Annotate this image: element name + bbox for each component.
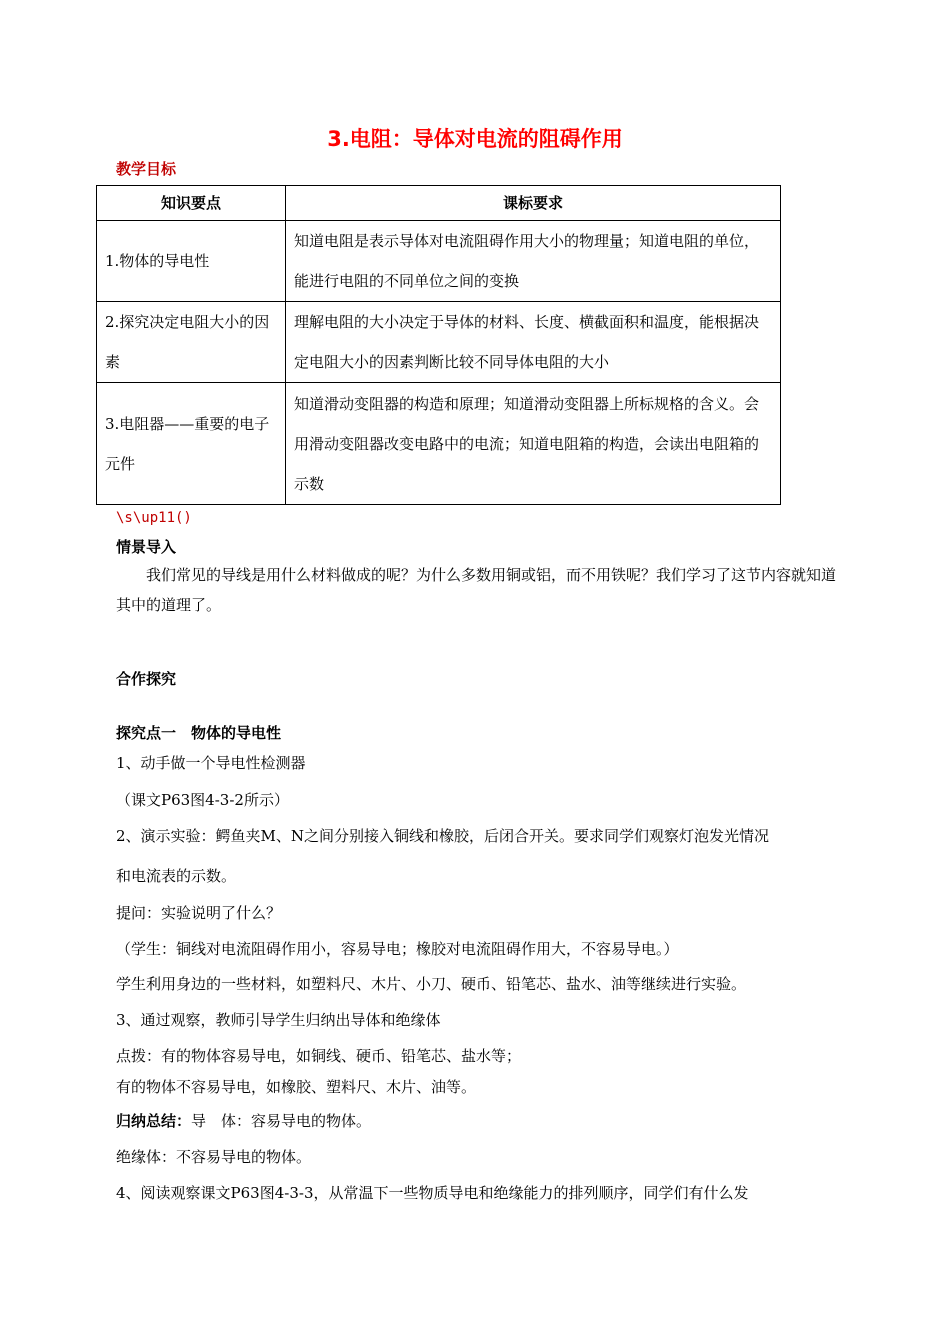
- page-title: 3.电阻：导体对电流的阻碍作用: [327, 127, 623, 151]
- goals-table: [96, 185, 781, 505]
- requirement-cell: 知道滑动变阻器的构造和原理；知道滑动变阻器上所标规格的含义。会用滑动变阻器改变电路中的电流；知道电阻箱的构造，会读出电阻箱的示数: [286, 383, 781, 505]
- list-item: 2、演示实验：鳄鱼夹M、N之间分别接入铜线和橡胶，后闭合开关。要求同学们观察灯泡发光情况: [116, 827, 770, 845]
- table-header-row: [97, 186, 781, 221]
- summary-conductor: 导 体：容易导电的物体。: [191, 1112, 372, 1130]
- table-row: [97, 302, 781, 383]
- list-item: 提问：实验说明了什么？: [116, 904, 282, 922]
- list-item: （课文P63图4-3-2所示）: [116, 791, 289, 809]
- list-item: 3、通过观察，教师引导学生归纳出导体和绝缘体: [116, 1011, 441, 1029]
- header-knowledge-point: 知识要点: [97, 186, 286, 221]
- header-requirement: 课标要求: [286, 186, 781, 221]
- summary-line: [116, 1110, 371, 1131]
- table-row: [97, 383, 781, 505]
- list-item: 和电流表的示数。: [116, 867, 237, 885]
- intro-paragraph: 我们常见的导线是用什么材料做成的呢？为什么多数用铜或铝，而不用铁呢？我们学习了这节内容就知道其中的道理了。: [116, 566, 837, 614]
- intro-heading: 情景导入: [116, 538, 177, 556]
- requirement-cell: 知道电阻是表示导体对电流阻碍作用大小的物理量；知道电阻的单位，能进行电阻的不同单位之间的变换: [286, 221, 781, 302]
- summary-insulator: 绝缘体：不容易导电的物体。: [116, 1148, 312, 1166]
- list-item: （学生：铜线对电流阻碍作用小，容易导电；橡胶对电流阻碍作用大，不容易导电。）: [116, 940, 679, 958]
- summary-label: 归纳总结：: [116, 1112, 192, 1130]
- knowledge-point-cell: 3.电阻器——重要的电子元件: [97, 383, 286, 505]
- knowledge-point-cell: 2.探究决定电阻大小的因素: [97, 302, 286, 383]
- list-item: 4、阅读观察课文P63图4-3-3，从常温下一些物质导电和绝缘能力的排列顺序，同学们有什么发: [116, 1184, 749, 1202]
- list-item: 学生利用身边的一些材料，如塑料尺、木片、小刀、硬币、铅笔芯、盐水、油等继续进行实验。: [116, 975, 747, 993]
- table-row: [97, 221, 781, 302]
- cooperation-heading: 合作探究: [116, 670, 177, 688]
- list-item: 点拨：有的物体容易导电，如铜线、硬币、铅笔芯、盐水等；: [116, 1047, 522, 1065]
- knowledge-point-cell: 1.物体的导电性: [97, 221, 286, 302]
- requirement-cell: 理解电阻的大小决定于导体的材料、长度、横截面积和温度，能根据决定电阻大小的因素判断比较不同导体电阻的大小: [286, 302, 781, 383]
- list-item: 1、动手做一个导电性检测器: [116, 754, 306, 772]
- list-item: 有的物体不容易导电，如橡胶、塑料尺、木片、油等。: [116, 1078, 477, 1096]
- goals-heading: 教学目标: [116, 160, 177, 178]
- section1-heading: 探究点一 物体的导电性: [116, 724, 282, 742]
- field-code-text: \s\up11(): [116, 510, 192, 526]
